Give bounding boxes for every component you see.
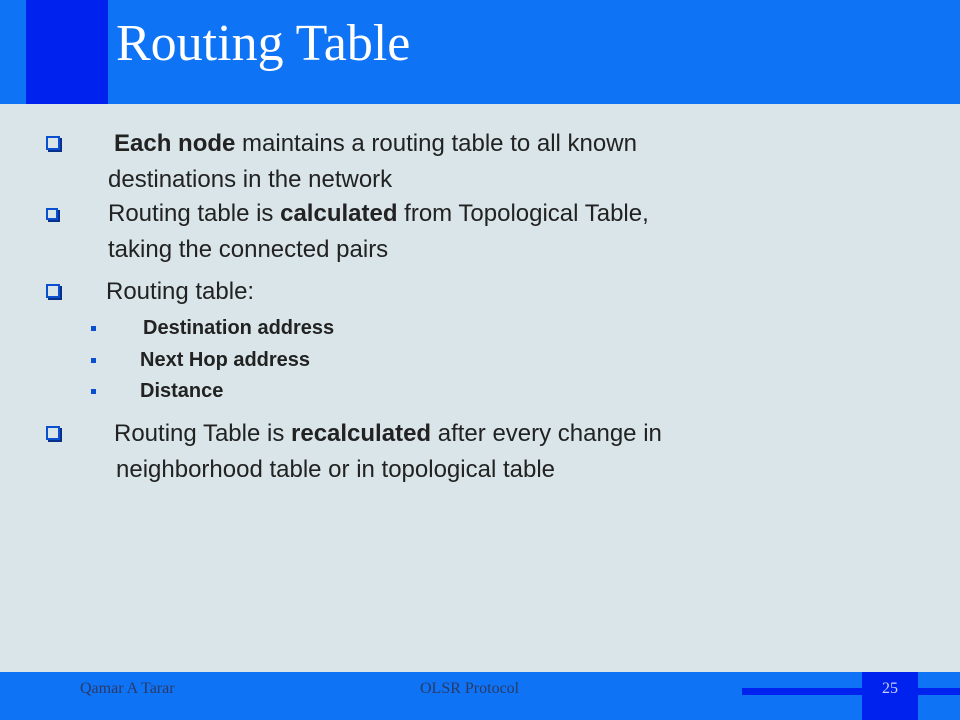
bullet-2-line-1: Routing table is calculated from Topological Table, <box>108 200 649 227</box>
bullet-1-line-2: destinations in the network <box>108 166 393 193</box>
footer-topic: OLSR Protocol <box>420 680 520 697</box>
subitem-distance: Distance <box>140 380 224 402</box>
small-square-bullet-icon <box>91 358 96 363</box>
header-accent-block <box>26 0 108 104</box>
small-square-bullet-icon <box>91 389 96 394</box>
page-number: 25 <box>882 680 898 697</box>
bullet-4-line-1: Routing Table is recalculated after every change in <box>114 420 662 447</box>
slide-title: Routing Table <box>116 15 411 72</box>
square-bullet-icon <box>46 426 60 440</box>
small-square-bullet-icon <box>91 326 96 331</box>
bullet-4-line-2: neighborhood table or in topological table <box>116 456 555 483</box>
square-bullet-icon <box>46 208 58 220</box>
subitem-next-hop-address: Next Hop address <box>140 349 311 371</box>
footer-accent-line <box>742 688 960 695</box>
subitem-destination-address: Destination address <box>143 317 335 339</box>
square-bullet-icon <box>46 136 60 150</box>
bullet-2-line-2: taking the connected pairs <box>108 236 389 263</box>
square-bullet-icon <box>46 284 60 298</box>
bullet-1-line-1: Each node maintains a routing table to all known <box>114 130 637 157</box>
bullet-3-line: Routing table: <box>106 278 255 305</box>
footer-author: Qamar A Tarar <box>80 680 175 697</box>
